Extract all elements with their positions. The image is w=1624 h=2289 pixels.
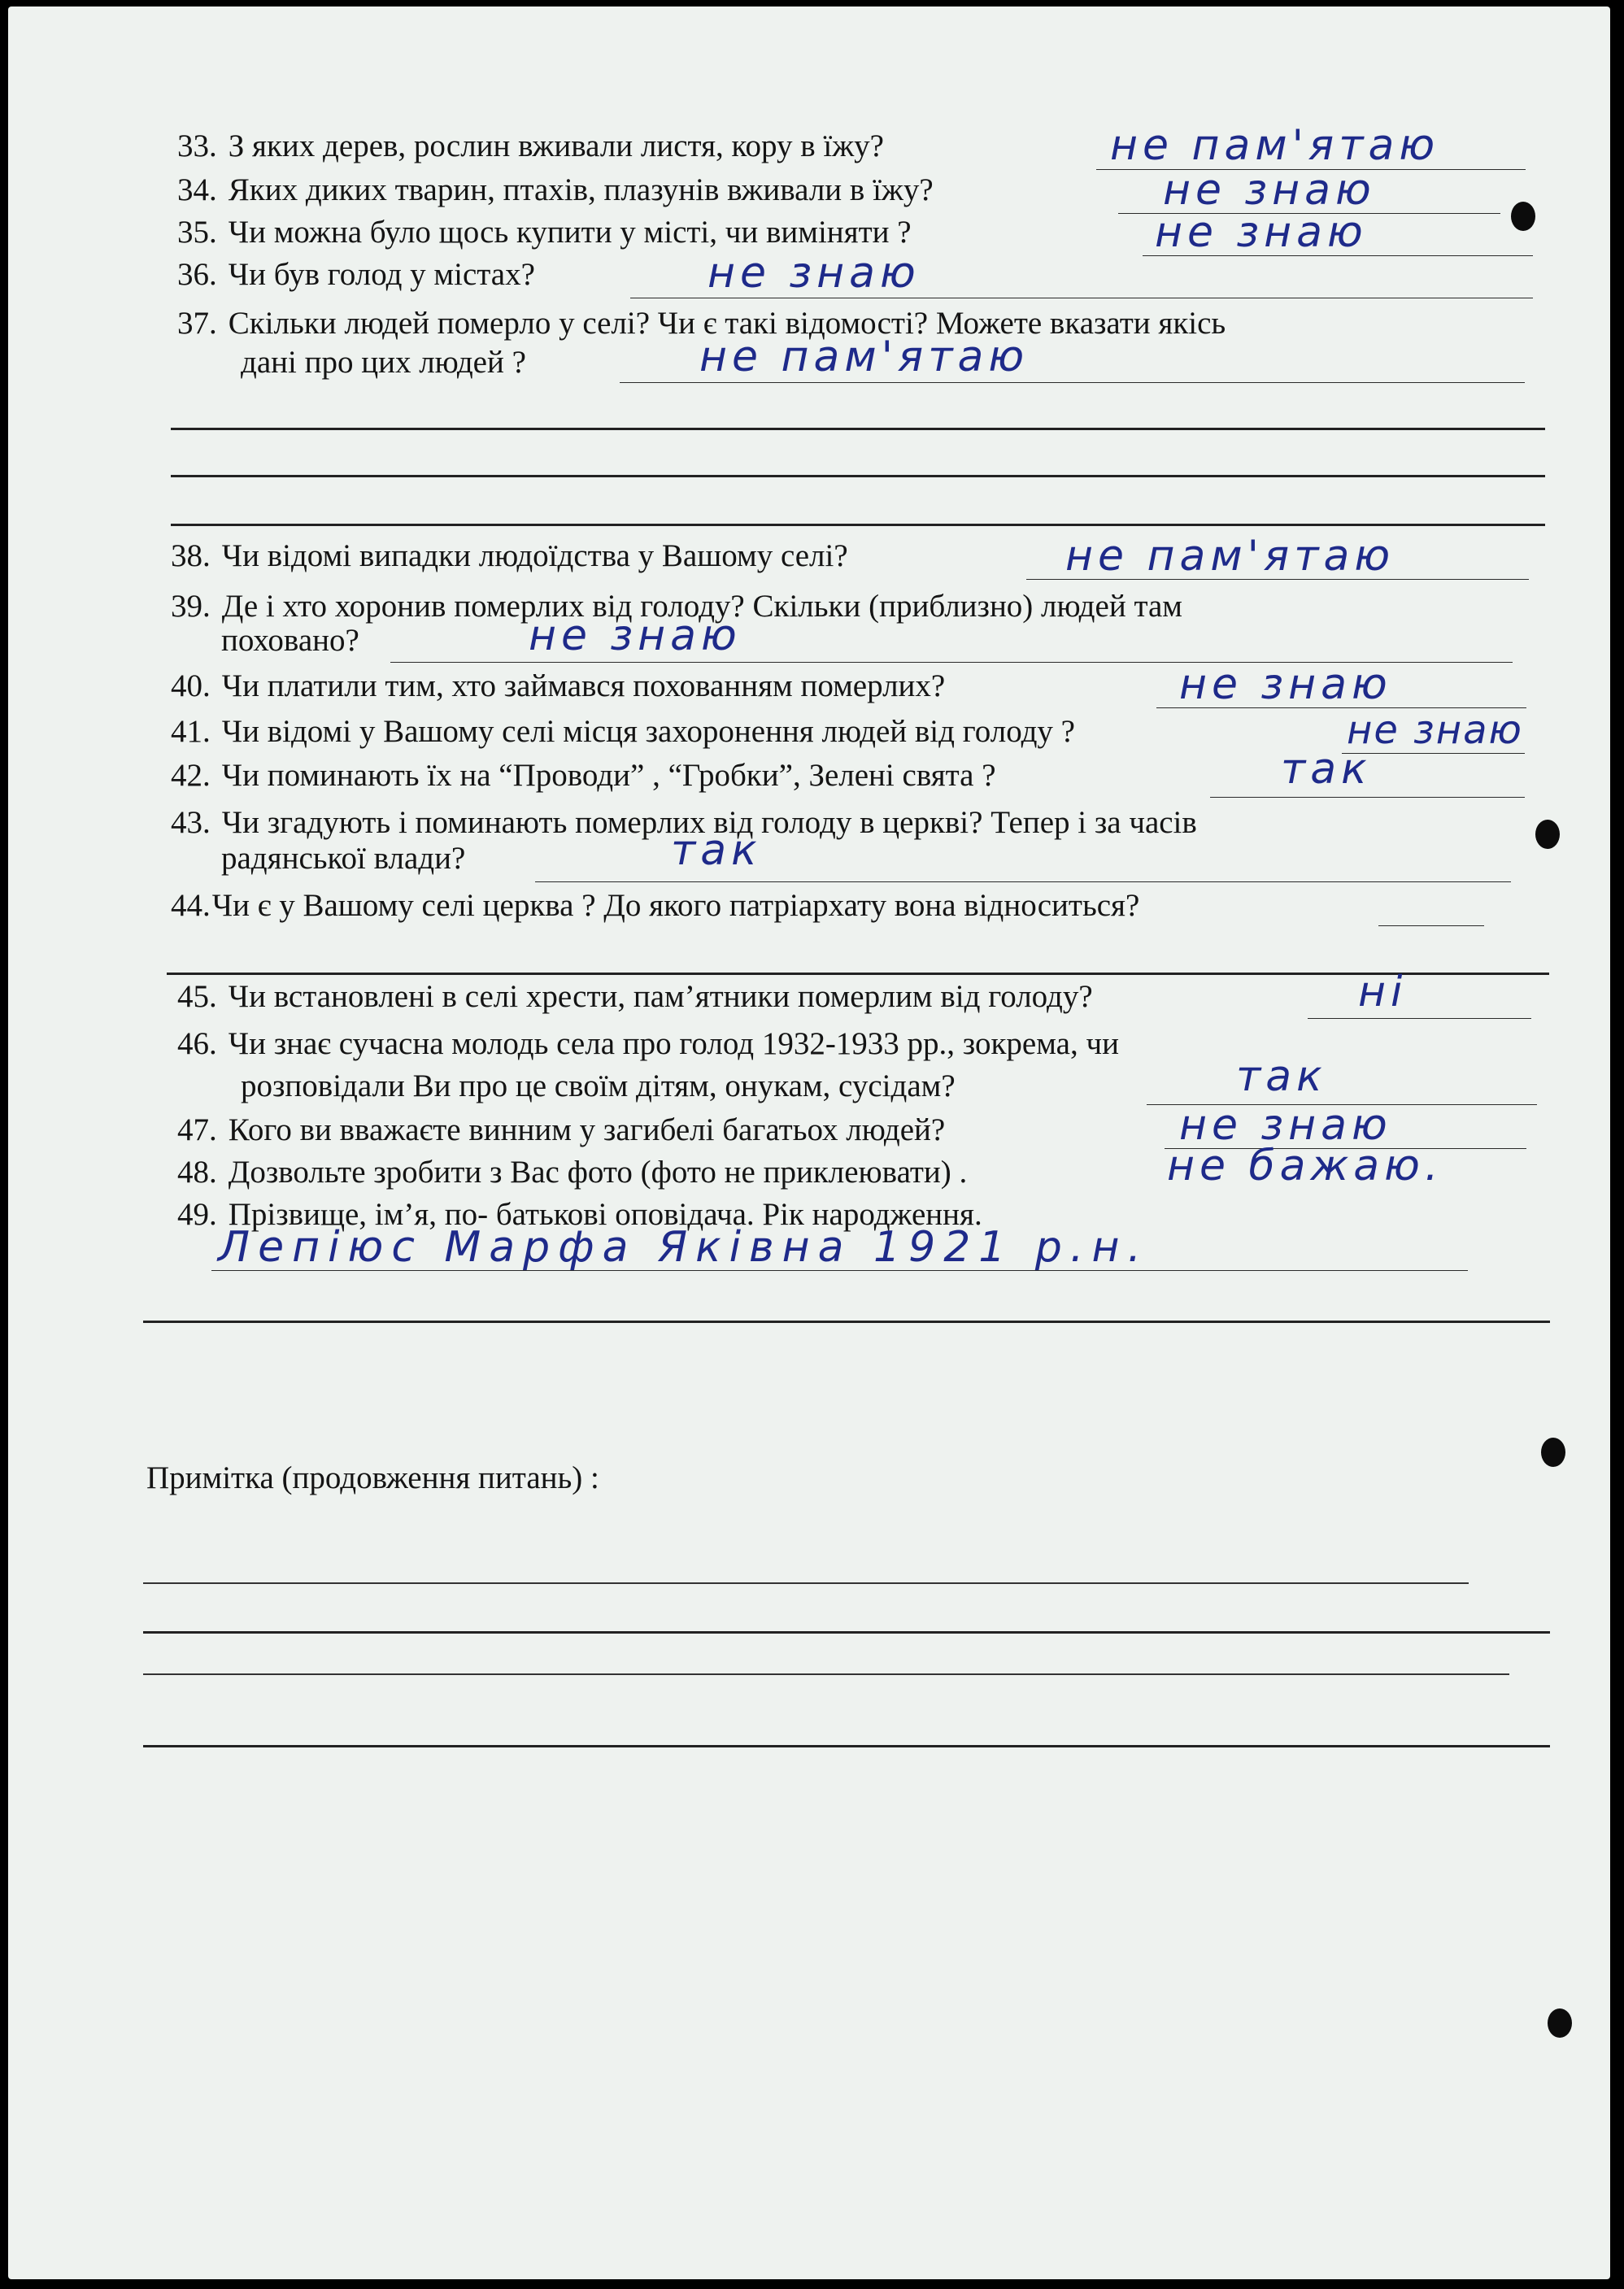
handwritten-answer-36: не знаю: [708, 249, 921, 298]
blank-answer-rule: [171, 475, 1545, 477]
question-text: Прізвище, ім’я, по- батькові оповідача. Рік народження.: [228, 1197, 982, 1232]
question-44: [171, 890, 1139, 921]
punch-hole: [1535, 820, 1560, 849]
question-text: Яких диких тварин, птахів, плазунів вживали в їжу?: [228, 172, 934, 207]
note-label: Примітка (продовження питань) :: [146, 1460, 599, 1495]
note-line: [143, 1673, 1509, 1675]
blank-answer-rule: [171, 428, 1545, 430]
answer-line: [1378, 925, 1484, 926]
question-40: [171, 670, 945, 702]
question-text: Чи платили тим, хто займався похованням померлих?: [221, 668, 946, 703]
question-text: Чи відомі у Вашому селі місця захоронення людей від голоду ?: [221, 714, 1075, 749]
question-text: Чи був голод у містах?: [228, 257, 535, 292]
handwritten-answer-49: Лепіюс Марфа Яківна 1921 р.н.: [218, 1223, 1149, 1272]
answer-line: [1308, 1018, 1531, 1019]
answer-line: [620, 382, 1525, 383]
punch-hole: [1541, 1438, 1565, 1467]
handwritten-answer-48: не бажаю.: [1167, 1142, 1443, 1190]
note-line: [143, 1582, 1469, 1584]
question-number: 37.: [177, 306, 217, 341]
question-38: [171, 540, 848, 572]
question-number: 44.: [171, 888, 211, 923]
question-34: [177, 174, 934, 206]
question-43-continued: радянської влади?: [221, 841, 466, 876]
punch-hole: [1548, 2008, 1572, 2038]
handwritten-answer-34: не знаю: [1163, 166, 1376, 215]
question-number: 35.: [177, 215, 217, 250]
note-line: [143, 1745, 1550, 1747]
answer-line: [1210, 797, 1525, 798]
question-number: 38.: [171, 538, 211, 573]
question-36: [177, 259, 535, 290]
handwritten-answer-35: не знаю: [1155, 208, 1368, 257]
question-text: З яких дерев, рослин вживали листя, кору в їжу?: [228, 128, 884, 163]
question-46-continued: розповідали Ви про це своїм дітям, онукам, сусідам?: [241, 1068, 956, 1103]
question-39-continued: поховано?: [221, 623, 359, 658]
handwritten-answer-46: так: [1236, 1052, 1327, 1101]
handwritten-answer-38: не пам'ятаю: [1065, 532, 1395, 581]
question-42: [171, 759, 996, 791]
question-45: [177, 981, 1093, 1012]
question-text: Чи можна було щось купити у місті, чи виміняти ?: [228, 215, 912, 250]
questionnaire-page: [8, 7, 1610, 2279]
question-text: Де і хто хоронив померлих від голоду? Скільки (приблизно) людей там: [221, 589, 1182, 624]
question-text: Чи згадують і поминають померлих від голоду в церкві? Тепер і за часів: [221, 805, 1197, 840]
handwritten-answer-40: не знаю: [1179, 660, 1392, 709]
question-text: Чи відомі випадки людоїдства у Вашому селі?: [221, 538, 848, 573]
question-text: Кого ви вважаєте винним у загибелі багатьох людей?: [228, 1112, 946, 1147]
handwritten-answer-47: не знаю: [1179, 1101, 1392, 1150]
handwritten-answer-37: не пам'ятаю: [699, 333, 1030, 381]
question-number: 46.: [177, 1026, 217, 1061]
question-46: [177, 1028, 1119, 1060]
handwritten-answer-45: ні: [1358, 968, 1408, 1016]
question-35: [177, 216, 912, 248]
answer-line: [535, 881, 1511, 882]
blank-answer-rule: [167, 973, 1549, 975]
question-number: 45.: [177, 979, 217, 1014]
question-number: 39.: [171, 589, 211, 624]
question-number: 34.: [177, 172, 217, 207]
question-text: Чи є у Вашому селі церква ? До якого патріархату вона відноситься?: [211, 888, 1140, 923]
question-41: [171, 716, 1075, 747]
question-number: 47.: [177, 1112, 217, 1147]
question-number: 42.: [171, 758, 211, 793]
question-33: [177, 130, 884, 162]
handwritten-answer-33: не пам'ятаю: [1110, 121, 1440, 170]
question-text: Скільки людей померло у селі? Чи є такі відомості? Можете вказати якісь: [228, 306, 1226, 341]
question-text: Дозвольте зробити з Вас фото (фото не приклеювати) .: [228, 1155, 968, 1190]
punch-hole: [1511, 202, 1535, 231]
handwritten-answer-42: так: [1281, 745, 1372, 794]
question-37-continued: дані про цих людей ?: [241, 345, 526, 380]
handwritten-answer-39: не знаю: [529, 611, 742, 660]
section-rule: [143, 1321, 1550, 1323]
question-text: Чи встановлені в селі хрести, пам’ятники померлим від голоду?: [228, 979, 1093, 1014]
note-line: [143, 1631, 1550, 1634]
question-number: 41.: [171, 714, 211, 749]
handwritten-answer-43: так: [671, 826, 762, 875]
blank-answer-rule: [171, 524, 1545, 526]
question-number: 43.: [171, 805, 211, 840]
question-48: [177, 1156, 967, 1188]
question-number: 49.: [177, 1197, 217, 1232]
question-number: 40.: [171, 668, 211, 703]
question-text: Чи поминають їх на “Проводи” , “Гробки”, Зелені свята ?: [221, 758, 996, 793]
question-number: 33.: [177, 128, 217, 163]
question-47: [177, 1114, 945, 1146]
handwritten-answer-41: не знаю: [1347, 707, 1523, 753]
question-text: Чи знає сучасна молодь села про голод 1932-1933 рр., зокрема, чи: [228, 1026, 1119, 1061]
question-number: 48.: [177, 1155, 217, 1190]
question-number: 36.: [177, 257, 217, 292]
